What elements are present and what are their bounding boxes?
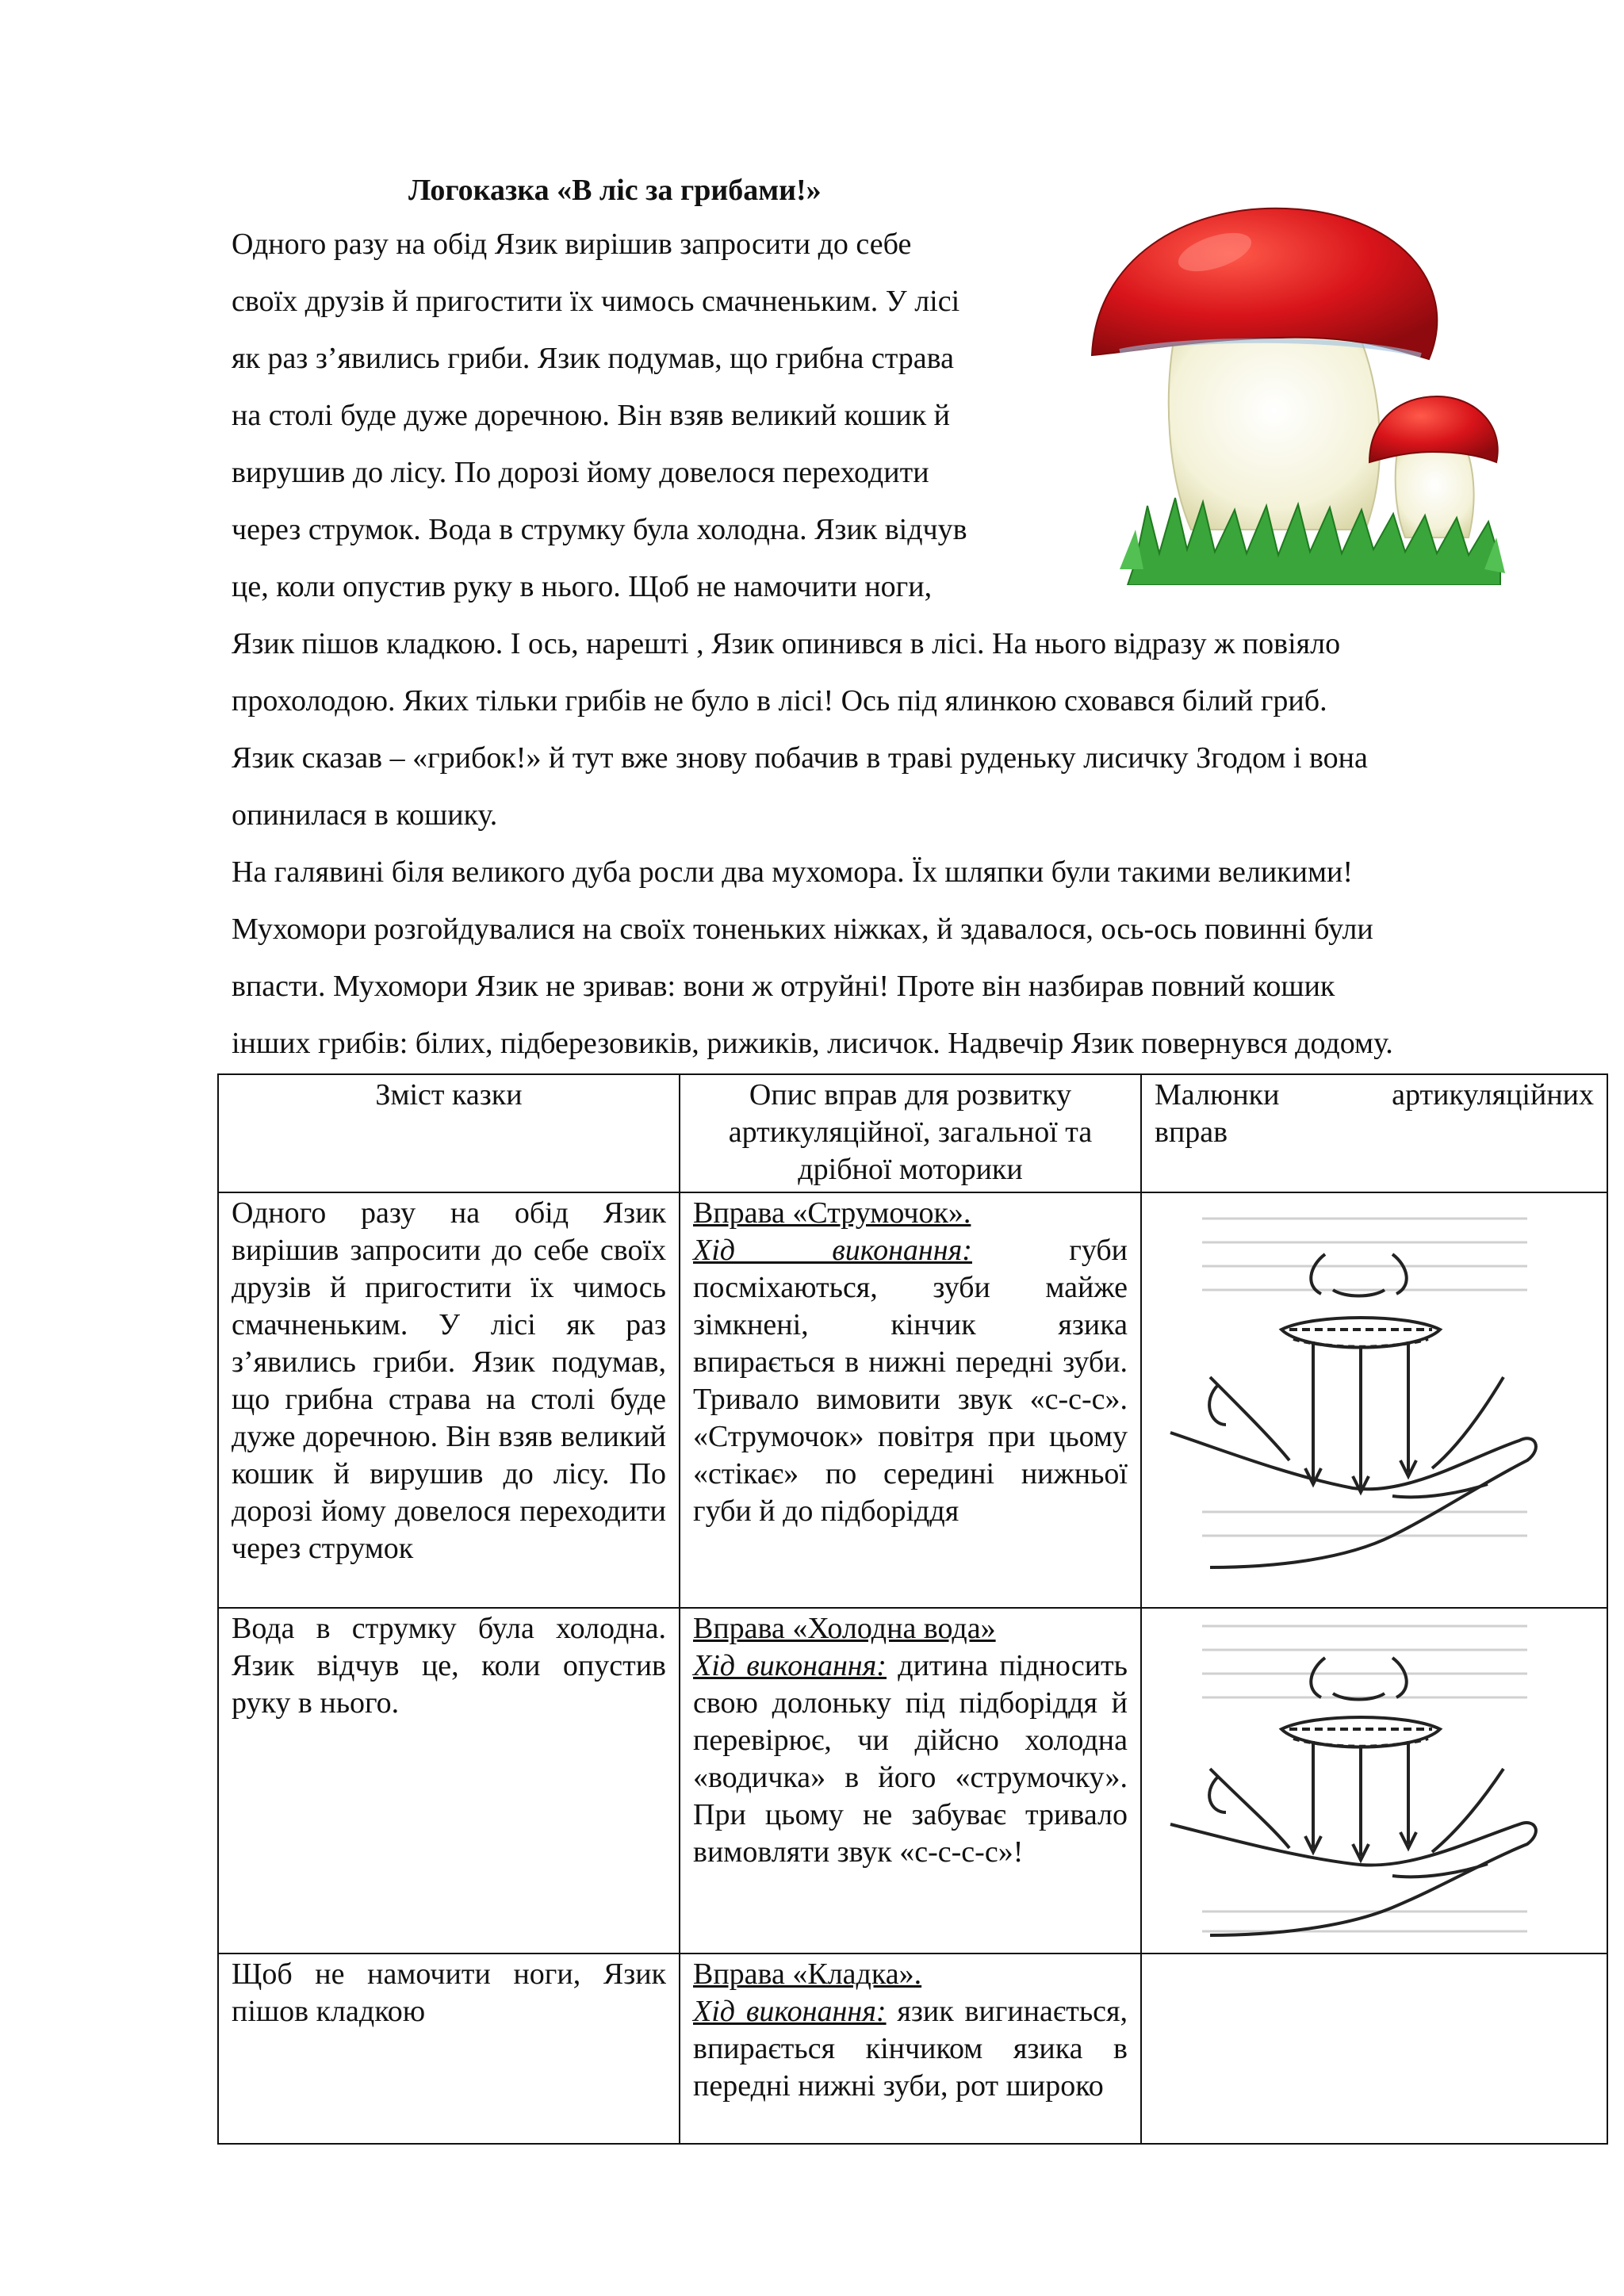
intro-line: Мухомори розгойдувалися на своїх тоненьких ніжках, й здавалося, ось-ось повинні були bbox=[232, 913, 1373, 946]
intro-line: на столі буде дуже доречною. Він взяв великий кошик й bbox=[232, 399, 950, 432]
articulation-picture bbox=[1155, 1610, 1567, 1943]
intro-line: через струмок. Вода в струмку була холодна. Язик відчув bbox=[232, 513, 967, 546]
intro-line: інших грибів: білих, підберезовиків, рижиків, лисичок. Надвечір Язик повернувся додому. bbox=[232, 1027, 1393, 1060]
intro-line: прохолодою. Яких тільки грибів не було в лісі! Ось під ялинкою сховався білий гриб. bbox=[232, 684, 1327, 718]
table-header-row bbox=[218, 1074, 1607, 1192]
exercise-name: Вправа «Кладка». bbox=[693, 1957, 922, 1991]
header-pictures-word: Малюнки bbox=[1155, 1078, 1280, 1112]
header-pictures bbox=[1141, 1074, 1607, 1192]
exercise-table bbox=[217, 1073, 1608, 2145]
method-label: Хід виконання: bbox=[693, 1649, 887, 1682]
exercise-cell bbox=[680, 1192, 1141, 1608]
table-row bbox=[218, 1192, 1607, 1608]
picture-cell bbox=[1141, 1192, 1607, 1608]
intro-line: Одного разу на обід Язик вирішив запросити до себе bbox=[232, 228, 912, 261]
picture-cell bbox=[1141, 1608, 1607, 1954]
header-story: Зміст казки bbox=[218, 1074, 680, 1192]
story-cell: Щоб не намочити ноги, Язик пішов кладкою bbox=[218, 1954, 680, 2144]
header-pictures-word: вправ bbox=[1155, 1115, 1228, 1149]
picture-cell bbox=[1141, 1954, 1607, 2144]
exercise-name: Вправа «Струмочок». bbox=[693, 1196, 971, 1230]
articulation-picture bbox=[1155, 1195, 1567, 1591]
method-text: дитина підносить свою долоньку під підборіддя й перевірює, чи дійсно холодна «водичка» в його «струмочку». При цьому не забуває тривало вимовляти звук «с-с-с-с»! bbox=[693, 1649, 1128, 1869]
table-row bbox=[218, 1608, 1607, 1954]
exercise-cell bbox=[680, 1954, 1141, 2144]
page-title: Логоказка «В ліс за грибами!» bbox=[408, 174, 822, 207]
intro-line: це, коли опустив руку в нього. Щоб не намочити ноги, bbox=[232, 570, 933, 603]
intro-line: Язик сказав – «грибок!» й тут вже знову побачив в траві руденьку лисичку Згодом і вона bbox=[232, 741, 1368, 775]
exercise-cell bbox=[680, 1608, 1141, 1954]
story-cell: Одного разу на обід Язик вирішив запросити до себе своїх друзів й пригостити їх чимось смачненьким. У лісі як раз з’явились гриби. Язик подумав, що грибна страва на столі буде дуже доречною. Він взяв великий кошик й вирушив до лісу. По дорозі йому довелося переходити через струмок bbox=[218, 1192, 680, 1608]
method-label: Хід виконання: bbox=[693, 1234, 972, 1267]
intro-line: опинилася в кошику. bbox=[232, 798, 498, 832]
intro-line: впасти. Мухомори Язик не зривав: вони ж отруйні! Проте він назбирав повний кошик bbox=[232, 970, 1335, 1003]
method-text: язик вигинається, впирається кінчиком язика в передні нижні зуби, рот широко bbox=[693, 1995, 1128, 2103]
story-cell: Вода в струмку була холодна. Язик відчув це, коли опустив руку в нього. bbox=[218, 1608, 680, 1954]
intro-line: своїх друзів й пригостити їх чимось смачненьким. У лісі bbox=[232, 285, 960, 318]
intro-line: Язик пішов кладкою. І ось, нарешті , Язик опинився в лісі. На нього відразу ж повіяло bbox=[232, 627, 1341, 660]
intro-line: На галявині біля великого дуба росли два мухомора. Їх шляпки були такими великими! bbox=[232, 855, 1354, 889]
method-label: Хід виконання: bbox=[693, 1995, 887, 2028]
mushroom-illustration bbox=[1088, 189, 1507, 585]
header-pictures-word: артикуляційних bbox=[1392, 1078, 1594, 1112]
exercise-name: Вправа «Холодна вода» bbox=[693, 1612, 996, 1645]
method-text: губи посміхаються, зуби майже зімкнені, кінчик язика впирається в нижні передні зуби. Тривало вимовити звук «с-с-с». «Струмочок» повітря при цьому «стікає» по середині нижньої губи й до підборіддя bbox=[693, 1234, 1128, 1528]
intro-line: як раз з’явились гриби. Язик подумав, що грибна страва bbox=[232, 342, 954, 375]
header-exercise: Опис вправ для розвитку артикуляційної, загальної та дрібної моторики bbox=[680, 1074, 1141, 1192]
table-row bbox=[218, 1954, 1607, 2144]
intro-line: вирушив до лісу. По дорозі йому довелося переходити bbox=[232, 456, 929, 489]
